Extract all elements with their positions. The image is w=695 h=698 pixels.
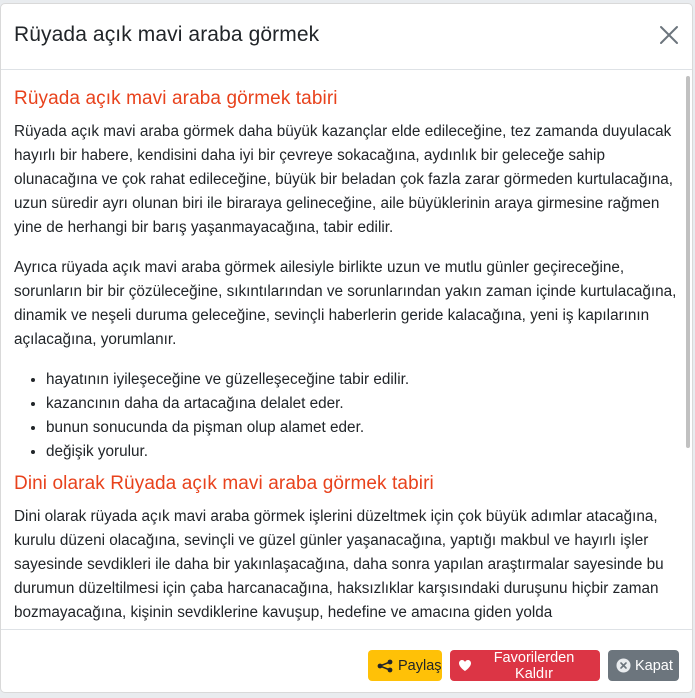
share-label: Paylaş — [398, 657, 442, 674]
share-icon — [376, 659, 394, 673]
modal-footer — [1, 629, 692, 693]
interpretation-list — [14, 368, 678, 464]
modal-body[interactable] — [1, 70, 692, 629]
section-heading: Dini olarak Rüyada açık mavi araba görmek tabiri — [14, 473, 434, 494]
heart-icon — [458, 659, 472, 672]
share-button[interactable] — [368, 650, 442, 681]
close-circle-icon — [616, 658, 631, 673]
modal-title: Rüyada açık mavi araba görmek — [14, 23, 320, 46]
modal-dialog — [0, 3, 693, 693]
close-icon[interactable] — [658, 24, 680, 46]
paragraph: Ayrıca rüyada açık mavi araba görmek ailesiyle birlikte uzun ve mutlu günler geçireceğine, sorunların bir bir çözüleceğine, sıkıntılarından ve sorunlarından yakın zaman içinde kurtulacağına, dinamik ve neşeli duruma geleceğine, sevinçli haberlerin geride kalacağına, yeni iş kapılarının açılacağına, yorumlanır. — [14, 259, 677, 348]
section-heading: Rüyada açık mavi araba görmek tabiri — [14, 88, 338, 109]
list-item: • bunun sonucunda da pişman olup alamet eder. — [46, 416, 678, 440]
modal-header — [1, 4, 692, 70]
list-item: • değişik yorulur. — [46, 440, 678, 464]
scrollbar[interactable] — [686, 76, 690, 448]
close-button[interactable] — [608, 650, 679, 681]
list-item: • hayatının iyileşeceğine ve güzelleşeceğine tabir edilir. — [46, 368, 678, 392]
close-label: Kapat — [635, 657, 673, 674]
remove-favorite-label: Favorilerden Kaldır — [493, 649, 575, 682]
paragraph: Rüyada açık mavi araba görmek daha büyük kazançlar elde edileceğine, tez zamanda duyulacak hayırlı bir habere, kendisini daha iyi bir çevreye sokacağına, aydınlık bir geleceğe sahip olunacağına ve çok rahat edileceğine, büyük bir beladan çok fazla zarar görmeden kurtulacağına, uzun süredir ayrı olunan biri ile biraraya gelineceğine, aile büyüklerinin araya girmesine rağmen yine de herhangi bir barış yaşanmayacağına, tabir edilir. — [14, 123, 674, 236]
list-item: • kazancının daha da artacağına delalet eder. — [46, 392, 678, 416]
remove-favorite-button[interactable] — [450, 650, 600, 681]
paragraph: Dini olarak rüyada açık mavi araba görmek işlerini düzeltmek için çok büyük adımlar atacağına, kurulu düzeni olacağına, sevinçli ve güzel günler yaşanacağına, yaptığı makbul ve hayırlı işler sayesinde sevdikleri ile daha bir yakınlaşacağına, daha sonra yapılan araştırmalar sayesinde bu durumun düzeltilmesi için çaba harcanacağına, haksızlıklar karşısındaki duruşunu hiçbir zaman bozmayacağına, kişinin sevdiklerine kavuşup, hedefine ve amacına giden yolda — [14, 508, 664, 621]
